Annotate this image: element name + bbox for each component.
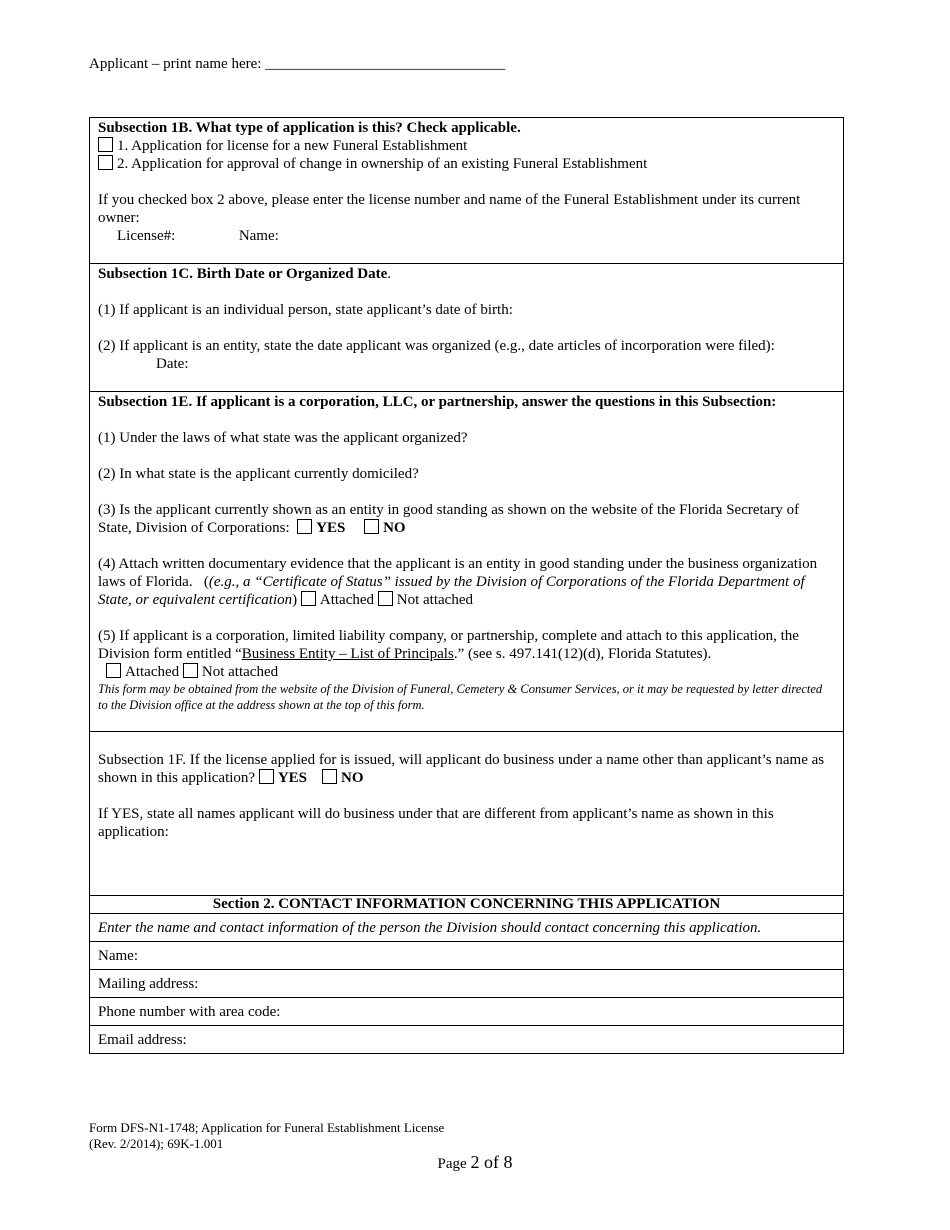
principals-not-attached-label: Not attached xyxy=(201,664,279,680)
good-standing-yes-label: YES xyxy=(316,520,346,536)
organized-date-field[interactable]: Date: xyxy=(156,356,189,372)
principals-attach-row xyxy=(98,663,835,681)
dba-question-text: Subsection 1F. If the license applied for is issued, will applicant do business under a name other than applicant’s name as shown in this application? xyxy=(98,752,825,786)
contact-email-field[interactable]: Email address: xyxy=(98,1032,187,1048)
subsection-1f xyxy=(90,732,843,896)
section-2-instruction: Enter the name and contact information of the person the Division should contact concerning this application. xyxy=(90,914,843,942)
evidence-question: (4) Attach written documentary evidence that the applicant is an entity in good standing under the business organization laws of Florida. ((e.g., a “Certificate of Status” issued by the Division of Corporations of the Florida Department of State, or equivalent certification) Attached Not attached xyxy=(98,556,818,608)
contact-phone-field[interactable]: Phone number with area code: xyxy=(90,998,843,1026)
state-domiciled-question[interactable]: (2) In what state is the applicant currently domiciled? xyxy=(98,466,419,482)
evidence-not-attached-checkbox[interactable] xyxy=(378,591,393,606)
principals-form-title: Business Entity – List of Principals xyxy=(241,646,454,662)
subsection-1e-title: Subsection 1E. If applicant is a corporation, LLC, or partnership, answer the questions in this Subsection: xyxy=(98,394,777,410)
form-id-line: Form DFS-N1-1748; Application for Funeral Establishment License xyxy=(89,1120,445,1135)
license-number-field[interactable]: License#: xyxy=(117,228,176,244)
principals-attached-label: Attached xyxy=(125,664,180,680)
evidence-example-text: (e.g., a “Certificate of Status” issued by the Division of Corporations of the Florida Department of State, or equivalent certification xyxy=(98,574,805,608)
subsection-1c-title-text: Subsection 1C. Birth Date or Organized Date xyxy=(98,266,388,282)
change-ownership-note: If you checked box 2 above, please enter the license number and name of the Funeral Establishment under its current owner: xyxy=(98,192,801,226)
subsection-1c-title: Subsection 1C. Birth Date or Organized Date. xyxy=(98,266,392,282)
page-total: 8 xyxy=(503,1152,513,1172)
option-change-ownership-label: 2. Application for approval of change in ownership of an existing Funeral Establishment xyxy=(117,156,648,172)
subsection-1b-title: Subsection 1B. What type of application is this? Check applicable. xyxy=(98,120,521,136)
application-form-table xyxy=(89,117,844,1054)
principals-question-text: (5) If applicant is a corporation, limited liability company, or partnership, complete and attach to this application, the Division form entitled “ xyxy=(98,628,799,662)
dba-yes-label: YES xyxy=(277,770,307,786)
good-standing-question-text: (3) Is the applicant currently shown as an entity in good standing as shown on the website of the Florida Secretary of State, Division of Corporations: xyxy=(98,502,800,536)
license-name-row xyxy=(98,227,835,245)
contact-mailing-address-field[interactable]: Mailing address: xyxy=(90,970,843,998)
page-prefix: Page xyxy=(437,1156,471,1172)
form-revision-line: (Rev. 2/2014); 69K-1.001 xyxy=(89,1136,224,1151)
birth-date-question[interactable]: (1) If applicant is an individual person, state applicant’s date of birth: xyxy=(98,302,513,318)
good-standing-no-checkbox[interactable] xyxy=(364,519,379,534)
dba-yes-checkbox[interactable] xyxy=(259,769,274,784)
dba-no-label: NO xyxy=(341,770,364,786)
dba-question xyxy=(98,751,835,787)
principals-not-attached-checkbox[interactable] xyxy=(183,663,198,678)
contact-name-field[interactable]: Name: xyxy=(90,942,843,970)
evidence-attached-checkbox[interactable] xyxy=(301,591,316,606)
principals-attached-checkbox[interactable] xyxy=(106,663,121,678)
state-organized-question[interactable]: (1) Under the laws of what state was the applicant organized? xyxy=(98,430,468,446)
principals-statute-text: .” (see s. 497.141(12)(d), Florida Statutes). xyxy=(453,646,712,662)
dba-names-question[interactable]: If YES, state all names applicant will do business under that are different from applicant’s name as shown in this application: xyxy=(98,806,774,840)
option-new-establishment xyxy=(98,137,835,155)
new-establishment-checkbox[interactable] xyxy=(98,137,113,152)
subsection-1e xyxy=(90,392,843,732)
evidence-question-text: (4) Attach written documentary evidence that the applicant is an entity in good standing under the business organization laws of Florida. xyxy=(98,556,818,590)
option-change-ownership xyxy=(98,155,835,173)
principals-form-note: This form may be obtained from the website of the Division of Funeral, Cemetery & Consumer Services, or it may be requested by letter directed to the Division office at the address shown at the top of this form. xyxy=(98,682,823,712)
dba-no-checkbox[interactable] xyxy=(322,769,337,784)
option-new-establishment-label: 1. Application for license for a new Funeral Establishment xyxy=(117,138,468,154)
evidence-attached-label: Attached xyxy=(319,592,375,608)
establishment-name-field[interactable]: Name: xyxy=(238,228,279,244)
section-2-title: Section 2. CONTACT INFORMATION CONCERNING THIS APPLICATION xyxy=(90,896,843,914)
page-number xyxy=(0,1152,950,1173)
evidence-not-attached-label: Not attached xyxy=(396,592,473,608)
organized-date-question: (2) If applicant is an entity, state the date applicant was organized (e.g., date articles of incorporation were filed): xyxy=(98,338,775,354)
applicant-name-line[interactable]: Applicant – print name here: ________________________________ xyxy=(89,56,506,72)
change-ownership-checkbox[interactable] xyxy=(98,155,113,170)
good-standing-no-label: NO xyxy=(383,520,406,536)
principals-form-question xyxy=(98,627,835,663)
subsection-1c xyxy=(90,264,843,392)
good-standing-question xyxy=(98,501,835,537)
subsection-1b xyxy=(90,118,843,264)
page-of: of xyxy=(479,1152,504,1172)
form-footer xyxy=(89,1120,444,1152)
page-current: 2 xyxy=(470,1152,480,1172)
good-standing-yes-checkbox[interactable] xyxy=(297,519,312,534)
